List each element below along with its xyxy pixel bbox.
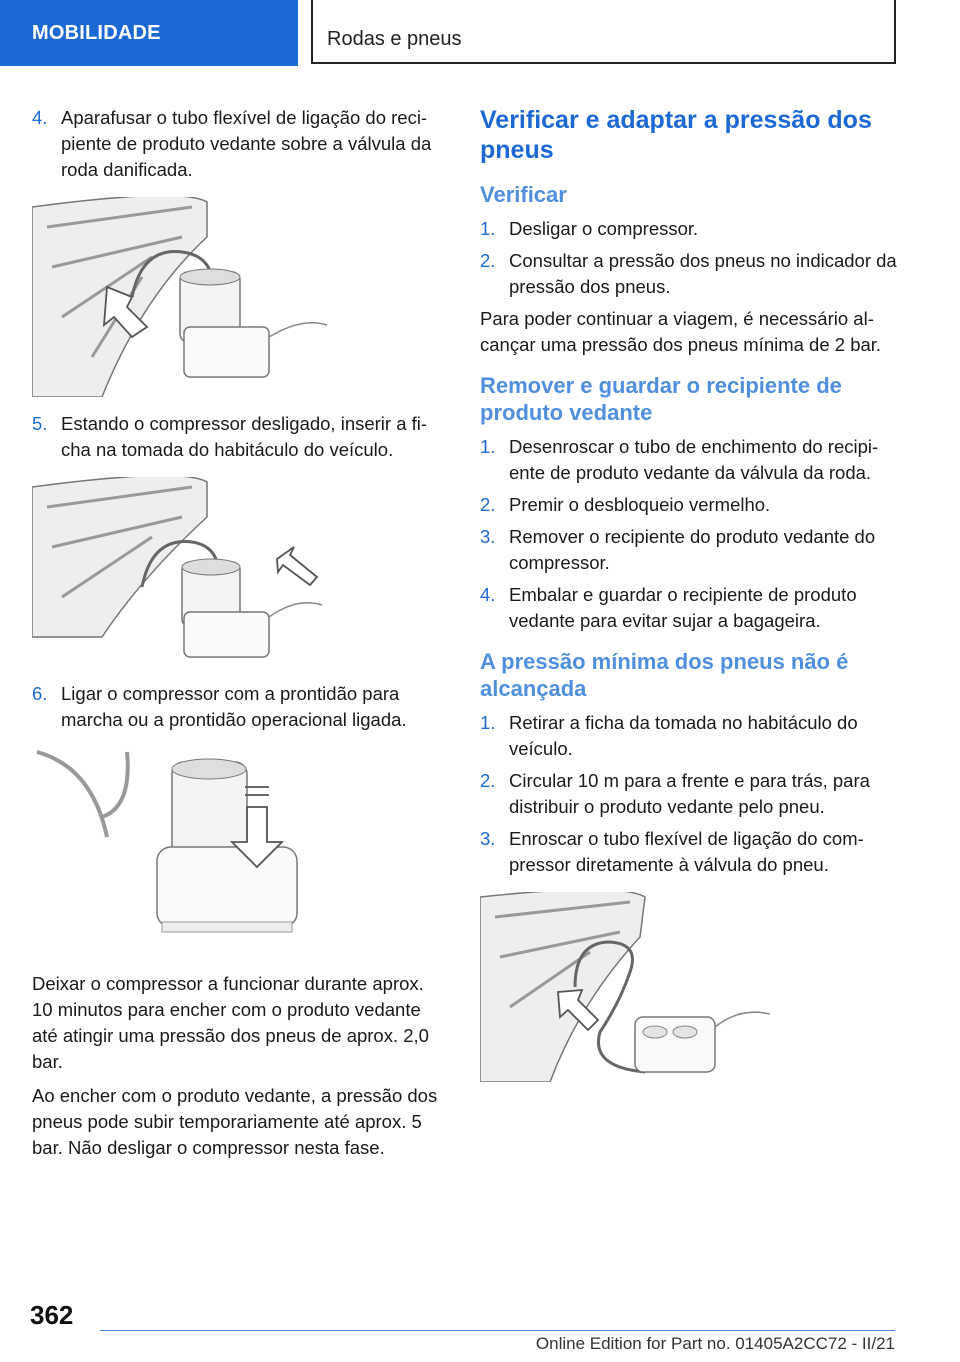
chapter-box — [311, 0, 896, 64]
edition-note: Online Edition for Part no. 01405A2CC72 - II/21 — [535, 1334, 895, 1353]
chapter-title: Rodas e pneus — [327, 28, 462, 50]
step-item — [480, 768, 900, 820]
page-number: 362 — [30, 1300, 74, 1330]
step-text: Aparafusar o tubo flexível de ligação do reci‐ piente de produto vedante sobre a válvula da roda danificada. — [61, 107, 432, 180]
step-text: Desligar o compressor. — [509, 218, 699, 239]
illustration-valve-connection — [32, 197, 442, 397]
step-number: 4. — [480, 584, 496, 605]
step-item — [480, 434, 900, 486]
illustration-plug-socket — [32, 477, 442, 667]
footer-divider — [100, 1330, 895, 1331]
step-number: 1. — [480, 712, 496, 733]
step-item — [32, 681, 442, 733]
step-number: 3. — [480, 526, 496, 547]
left-column — [32, 105, 442, 1169]
step-text: Ligar o compressor com a prontidão para marcha ou a prontidão operacional ligada. — [61, 683, 407, 730]
section-tab: MOBILIDADE — [0, 0, 298, 66]
step-text: Consultar a pressão dos pneus no indicador da pressão dos pneus. — [509, 250, 897, 297]
step-item — [480, 582, 900, 634]
illustration-compressor-switch — [32, 747, 442, 957]
step-text: Estando o compressor desligado, inserir a fi‐ cha na tomada do habitáculo do veículo. — [61, 413, 428, 460]
paragraph: Ao encher com o produto vedante, a pressão dos pneus pode subir temporariamente até aprox. 5 bar. Não desligar o compressor nesta fase. — [32, 1085, 438, 1158]
step-item — [32, 411, 442, 463]
illustration-direct-valve — [480, 892, 900, 1082]
step-text: Retirar a ficha da tomada no habitáculo do veículo. — [509, 712, 858, 759]
step-text: Premir o desbloqueio vermelho. — [509, 494, 771, 515]
paragraph: Deixar o compressor a funcionar durante aprox. 10 minutos para encher com o produto vedante até atingir uma pressão dos pneus de aprox. 2,0 bar. — [32, 973, 429, 1072]
step-item — [480, 492, 900, 518]
subsection-heading: Remover e guardar o recipiente de produto vedante — [480, 373, 842, 425]
step-number: 5. — [32, 413, 48, 434]
step-item — [480, 524, 900, 576]
step-number: 6. — [32, 683, 48, 704]
step-number: 1. — [480, 436, 496, 457]
section-title: Verificar e adaptar a pressão dos pneus — [480, 106, 872, 164]
step-item — [32, 105, 442, 183]
step-number: 2. — [480, 770, 496, 791]
step-text: Remover o recipiente do produto vedante do compressor. — [509, 526, 876, 573]
step-text: Desenroscar o tubo de enchimento do recipi‐ ente de produto vedante da válvula da roda. — [509, 436, 879, 483]
step-item — [480, 216, 900, 242]
step-text: Embalar e guardar o recipiente de produto vedante para evitar sujar a bagageira. — [509, 584, 857, 631]
step-number: 2. — [480, 494, 496, 515]
step-number: 4. — [32, 107, 48, 128]
paragraph: Para poder continuar a viagem, é necessário al‐ cançar uma pressão dos pneus mínima de 2 bar. — [480, 308, 882, 355]
page-header — [0, 0, 960, 66]
right-column — [480, 105, 900, 1096]
step-item — [480, 710, 900, 762]
subsection-heading: A pressão mínima dos pneus não é alcançada — [480, 649, 849, 701]
step-number: 1. — [480, 218, 496, 239]
step-number: 3. — [480, 828, 496, 849]
step-item — [480, 826, 900, 878]
step-text: Circular 10 m para a frente e para trás, para distribuir o produto vedante pelo pneu. — [509, 770, 870, 817]
step-number: 2. — [480, 250, 496, 271]
subsection-heading: Verificar — [480, 182, 567, 207]
step-text: Enroscar o tubo flexível de ligação do com‐ pressor diretamente à válvula do pneu. — [509, 828, 864, 875]
step-item — [480, 248, 900, 300]
